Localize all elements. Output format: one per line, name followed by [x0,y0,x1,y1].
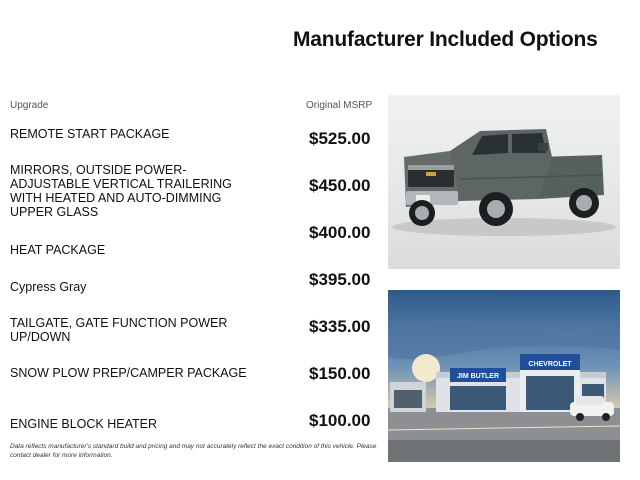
option-price: $150.00 [309,364,371,383]
option-name: TAILGATE, GATE FUNCTION POWER UP/DOWN [10,316,228,344]
option-name: HEAT PACKAGE [10,243,106,257]
dealership-photo [388,290,620,462]
option-price: $450.00 [309,176,371,195]
option-price: $335.00 [309,317,371,336]
option-price: $395.00 [309,270,371,289]
option-name: ENGINE BLOCK HEATER [10,417,158,431]
truck-photo [388,95,620,269]
option-name: Cypress Gray [10,280,87,294]
dealer-sign-name: JIM BUTLER [457,373,499,380]
dealership-illustration [388,290,620,462]
pickup-truck-illustration [388,95,620,269]
option-price: $100.00 [309,411,371,430]
option-name: SNOW PLOW PREP/CAMPER PACKAGE [10,366,247,380]
option-price: $525.00 [309,129,371,148]
option-price: $400.00 [309,223,371,242]
option-name: REMOTE START PACKAGE [10,127,170,141]
page-title: Manufacturer Included Options [293,28,598,51]
column-header-upgrade: Upgrade [10,100,49,111]
option-name: MIRRORS, OUTSIDE POWER-ADJUSTABLE VERTICAL TRAILERING WITH HEATED AND AUTO-DIMMING UPPER GLASS [10,163,232,219]
dealer-sign-chevrolet: CHEVROLET [528,361,572,368]
disclaimer: Data reflects manufacturer's standard build and pricing and may not accurately reflect the exact condition of this vehicle. Please contact dealer for more information. [10,443,377,459]
column-header-msrp: Original MSRP [306,100,373,111]
